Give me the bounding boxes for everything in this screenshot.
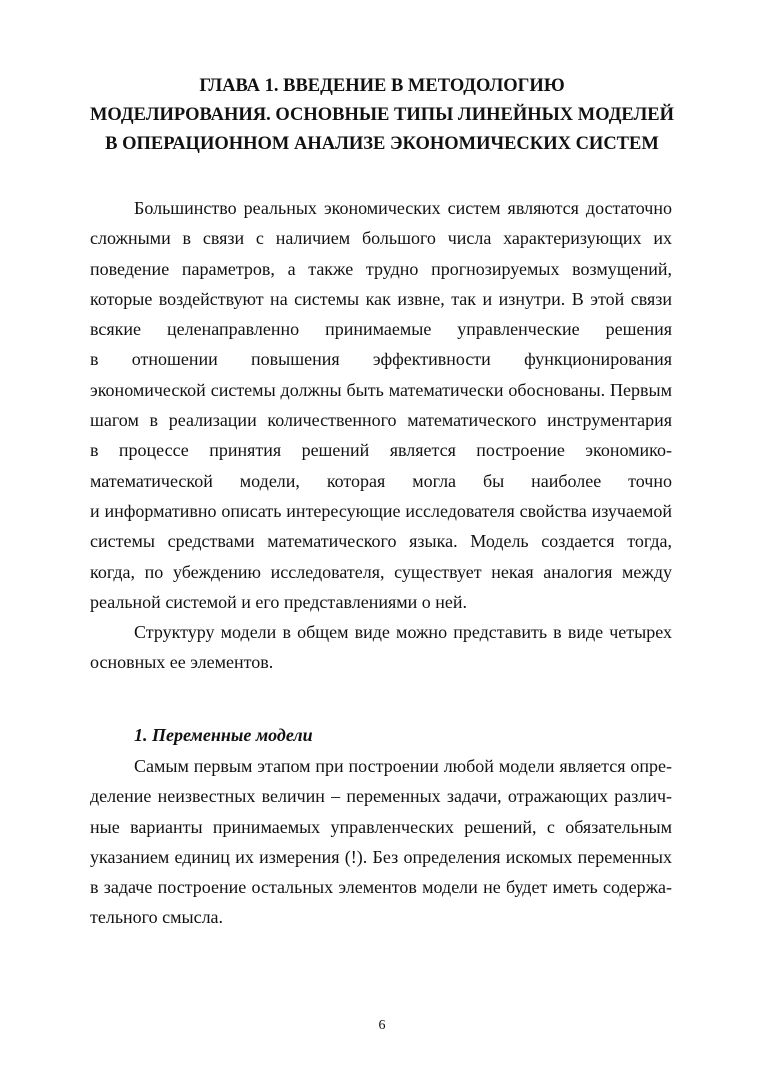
paragraph-line: шагом в реализации количественного математического инструментария (90, 410, 672, 431)
paragraph-line: и информативно описать интересующие исследователя свойства изучаемой (90, 500, 672, 521)
paragraph-intro (90, 193, 672, 678)
paragraph-line: в задаче построение остальных элементов модели не будет иметь содержа- (90, 877, 672, 898)
paragraph-line: указанием единиц их измерения (!). Без определения искомых переменных (90, 846, 672, 867)
paragraph-line: системы средствами математического языка. Модель создается тогда, (90, 531, 672, 552)
paragraph-line: экономической системы должны быть математически обоснованы. Первым (90, 379, 672, 400)
paragraph-line: тельного смысла. (90, 907, 224, 928)
chapter-title-line: МОДЕЛИРОВАНИЯ. ОСНОВНЫЕ ТИПЫ ЛИНЕЙНЫХ МОДЕЛЕЙ (89, 105, 675, 125)
paragraph-line: поведение параметров, а также трудно прогнозируемых возмущений, (90, 258, 672, 279)
paragraph-line: ные варианты принимаемых управленческих решений, с обязательным (90, 816, 672, 837)
paragraph-line: математической модели, которая могла бы наиболее точно (90, 470, 672, 491)
paragraph-line: в отношении повышения эффективности функционирования (90, 349, 672, 370)
paragraph-line: деление неизвестных величин – переменных задачи, отражающих различ- (90, 786, 672, 807)
paragraph-line: которые воздействуют на системы как извне, так и изнутри. В этой связи (90, 288, 672, 309)
paragraph-line: основных ее элементов. (90, 652, 274, 673)
paragraph-line: в процессе принятия решений является построение экономико- (90, 440, 672, 461)
paragraph-line: Большинство реальных экономических систем являются достаточно (134, 198, 672, 218)
paragraph-line: реальной системой и его представлениями о ней. (90, 591, 468, 612)
paragraph-line: Структуру модели в общем виде можно представить в виде четырех (134, 622, 672, 643)
paragraph-line: Самым первым этапом при построении любой модели является опре- (134, 756, 672, 776)
paragraph-line: сложными в связи с наличием большого числа характеризующих их (90, 228, 672, 249)
paragraph-line: всякие целенаправленно принимаемые управленческие решения (90, 319, 672, 340)
paragraph-line: когда, по убеждению исследователя, существует некая аналогия между (90, 561, 672, 582)
chapter-title-line: ГЛАВА 1. ВВЕДЕНИЕ В МЕТОДОЛОГИЮ (199, 76, 565, 96)
section-heading: 1. Переменные модели (134, 725, 313, 745)
paragraph-section1 (90, 751, 672, 933)
chapter-title (60, 72, 704, 159)
chapter-title-line: В ОПЕРАЦИОННОМ АНАЛИЗЕ ЭКОНОМИЧЕСКИХ СИСТЕМ (105, 134, 659, 154)
page-number: 6 (378, 1018, 386, 1033)
